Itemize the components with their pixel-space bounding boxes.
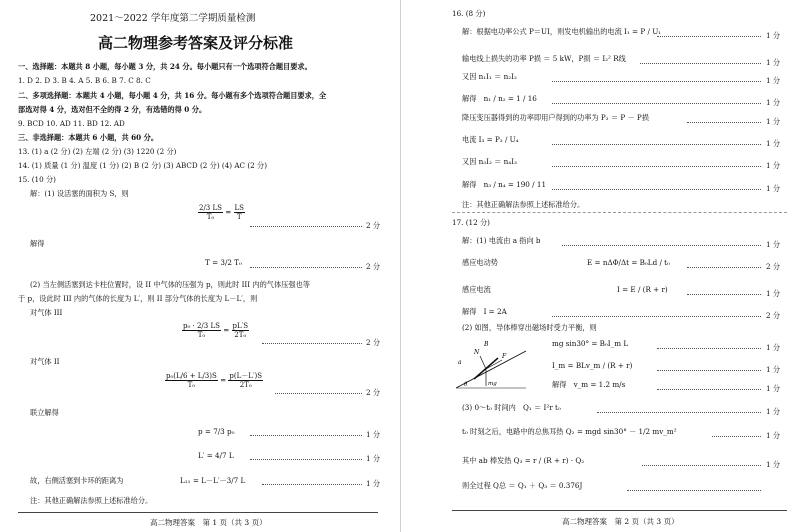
dot-leader xyxy=(552,144,761,145)
score: 2 分 xyxy=(766,262,781,271)
gas-2-label: 对气体 II xyxy=(30,357,60,366)
answer-13: 13. (1) a (2 分) (2) 左端 (2 分) (3) 1220 (2 分) xyxy=(18,147,177,156)
solve-label: 解得 xyxy=(30,239,45,248)
dot-leader xyxy=(552,166,761,167)
dot-leader xyxy=(687,267,761,268)
gas-3-label: 对气体 III xyxy=(30,308,63,317)
q17-line-1: 解：(1) 电流由 a 指向 b xyxy=(462,236,541,245)
page-footer: 高二物理答案 第 1 页（共 3 页） xyxy=(150,518,267,527)
fig-label-mg: mg xyxy=(488,381,497,387)
dot-leader xyxy=(250,267,362,268)
equation-7: L₁₁ = L－L′－3/7 L xyxy=(180,476,246,485)
dot-leader xyxy=(262,343,362,344)
combine-label: 联立解得 xyxy=(30,408,59,417)
score: 2 分 xyxy=(366,338,381,347)
dot-leader xyxy=(640,63,761,64)
score: 1 分 xyxy=(366,430,381,439)
q16-line-1: 解：根据电功率公式 P＝UI，则发电机输出的电流 I₁ = P / U₁ xyxy=(462,27,662,36)
dot-leader xyxy=(657,36,761,37)
q17-line-12: 则全过程 Q总 ＝ Q₁ ＋ Q₃ ＝ 0.376J xyxy=(462,481,583,490)
q15-line-3: 于 p，设此时 III 内的气体的长度为 L′，则 II 部分气体的长度为 L－L′，则 xyxy=(18,294,258,303)
fig-label-theta: θ xyxy=(464,382,468,388)
score: 1 分 xyxy=(766,289,781,298)
q16-line-3: 又因 n₁I₁ ＝ n₂I₂ xyxy=(462,72,517,81)
q17-line-11: 其中 ab 棒发热 Q₃ = r / (R + r) · Q₂ xyxy=(462,456,585,465)
dot-leader xyxy=(250,459,362,460)
score: 1 分 xyxy=(766,384,781,393)
section-2-heading-cont: 部选对得 4 分，选对但不全的得 2 分，有选错的得 0 分。 xyxy=(18,105,207,114)
distance-label: 故，右侧活塞到卡环的距离为 xyxy=(30,476,124,485)
answer-14: 14. (1) 质量 (1 分) 温度 (1 分) (2) B (2 分) (3) ABCD (2 分) (4) AC (2 分) xyxy=(18,161,267,170)
equation-6: L′ = 4/7 L xyxy=(198,451,234,460)
q17-emf-equation: E = nΔΦ/Δt = B₀Ld / t₀ xyxy=(587,258,670,267)
fig-label-n: N xyxy=(474,349,480,356)
dot-leader xyxy=(552,103,761,104)
page-footer: 高二物理答案 第 2 页（共 3 页） xyxy=(562,517,679,526)
answers-2: 9. BCD 10. AD 11. BD 12. AD xyxy=(18,119,125,128)
dot-leader xyxy=(657,370,761,371)
q17-line-7: I_m = BLv_m / (R + r) xyxy=(552,361,633,370)
score: 1 分 xyxy=(766,431,781,440)
score: 1 分 xyxy=(766,161,781,170)
q16-line-7: 又因 n₃I₂ ＝ n₄I₃ xyxy=(462,157,517,166)
dot-leader xyxy=(552,189,761,190)
q15-line-2: (2) 当左侧活塞到达卡柱位置时，设 II 中气体的压强为 p，则此时 III 内的气体压强也等 xyxy=(30,280,310,289)
equation-4: $\frac{\text{p₀(L/6 + L/3)S}}{\text{T₀}}$ = $\frac{p(L-L')S}{\text{2T₀}}$ xyxy=(166,372,262,389)
score: 1 分 xyxy=(766,76,781,85)
question-17-heading: 17. (12 分) xyxy=(452,218,490,227)
equation-2: T = 3/2 T₀ xyxy=(205,258,242,267)
q17-line-6: mg sin30° = B₀I_m L xyxy=(552,339,629,348)
dot-leader xyxy=(250,226,362,227)
answers-1: 1. D 2. D 3. B 4. A 5. B 6. B 7. C 8. C xyxy=(18,76,151,85)
fig-label-a: a xyxy=(458,359,462,366)
q17-current-label: 感应电流 xyxy=(462,285,491,294)
page-divider xyxy=(400,0,401,532)
q17-line-8: 解得 v_m = 1.2 m/s xyxy=(552,380,626,389)
question-15-heading: 15. (10 分) xyxy=(18,175,56,184)
score: 1 分 xyxy=(766,98,781,107)
question-16-heading: 16. (8 分) xyxy=(452,9,486,18)
dot-leader xyxy=(597,412,761,413)
dot-leader xyxy=(262,484,362,485)
q17-line-4: 解得 I = 2A xyxy=(462,307,507,316)
q17-line-5: (2) 如图，导体棒穿出磁场时受力平衡，则 xyxy=(462,323,597,332)
score: 1 分 xyxy=(366,454,381,463)
score: 1 分 xyxy=(766,184,781,193)
question-separator xyxy=(452,212,787,213)
score: 1 分 xyxy=(766,139,781,148)
dot-leader xyxy=(552,316,761,317)
q16-line-2: 输电线上损失的功率 P损 ＝ 5 kW，P损 ＝ I₂² R线 xyxy=(462,54,626,63)
dot-leader xyxy=(250,435,362,436)
fig-label-f: F xyxy=(502,353,507,360)
score: 1 分 xyxy=(766,240,781,249)
q16-line-5: 降压变压器得到的功率即用户得到的功率为 P₃ ＝ P － P损 xyxy=(462,113,649,122)
dot-leader xyxy=(627,490,761,491)
footer-rule xyxy=(18,512,378,513)
exam-header: 2021～2022 学年度第二学期质量检测 xyxy=(90,13,256,24)
dot-leader xyxy=(657,348,761,349)
footer-rule xyxy=(452,510,787,511)
solution-note: 注：其他正确解法参照上述标准给分。 xyxy=(30,496,153,505)
q17-emf-label: 感应电动势 xyxy=(462,258,498,267)
q16-note: 注：其他正确解法参照上述标准给分。 xyxy=(462,200,585,209)
page-title: 高二物理参考答案及评分标准 xyxy=(98,34,294,52)
q17-line-9: (3) 0～t₀ 时间内 Q₁ ＝ I²r t₀ xyxy=(462,403,561,412)
score: 1 分 xyxy=(766,365,781,374)
fig-label-b: B xyxy=(484,341,489,348)
dot-leader xyxy=(687,294,761,295)
q17-line-10: t₀ 时刻之后，电路中的总焦耳热 Q₂ = mgd sin30° － 1/2 mv_m² xyxy=(462,427,677,436)
dot-leader xyxy=(552,81,761,82)
dot-leader xyxy=(275,393,362,394)
score: 1 分 xyxy=(766,343,781,352)
equation-3: $\frac{\text{p₀ · 2/3 LS}}{\text{T₀}}$ = $\frac{pL'S}{\text{2T₀}}$ xyxy=(183,322,249,339)
section-2-heading: 二、多项选择题：本题共 4 小题，每小题 4 分，共 16 分。每小题有多个选项符合题目要求，全 xyxy=(18,91,327,100)
dot-leader xyxy=(687,122,761,123)
score: 2 分 xyxy=(366,262,381,271)
q16-line-8: 解得 n₃ / n₄ = 190 / 11 xyxy=(462,180,547,189)
dot-leader xyxy=(562,245,761,246)
q16-line-4: 解得 n₁ / n₂ = 1 / 16 xyxy=(462,94,537,103)
score: 1 分 xyxy=(766,58,781,67)
q16-line-6: 电流 I₃ = P₃ / U₄ xyxy=(462,135,519,144)
dot-leader xyxy=(642,465,761,466)
score: 1 分 xyxy=(766,117,781,126)
q15-line-1: 解：(1) 设活塞的面积为 S，则 xyxy=(30,189,129,198)
score: 2 分 xyxy=(766,311,781,320)
incline-figure xyxy=(454,336,529,391)
equation-5: p = 7/3 p₀ xyxy=(198,427,235,436)
page-right xyxy=(402,0,794,532)
dot-leader xyxy=(657,389,761,390)
section-3-heading: 三、非选择题：本题共 6 小题，共 60 分。 xyxy=(18,133,159,142)
score: 2 分 xyxy=(366,388,381,397)
score: 1 分 xyxy=(766,460,781,469)
section-1-heading: 一、选择题：本题共 8 小题，每小题 3 分，共 24 分。每小题只有一个选项符合题目要求。 xyxy=(18,62,312,71)
score: 2 分 xyxy=(366,221,381,230)
equation-1: $\frac{2/3 LS}{\text{T₀}}$ = $\frac{LS}{T}$ xyxy=(199,204,244,221)
dot-leader xyxy=(712,436,761,437)
q17-current-equation: I = E / (R + r) xyxy=(617,285,668,294)
score: 1 分 xyxy=(366,479,381,488)
score: 1 分 xyxy=(766,31,781,40)
score: 1 分 xyxy=(766,407,781,416)
